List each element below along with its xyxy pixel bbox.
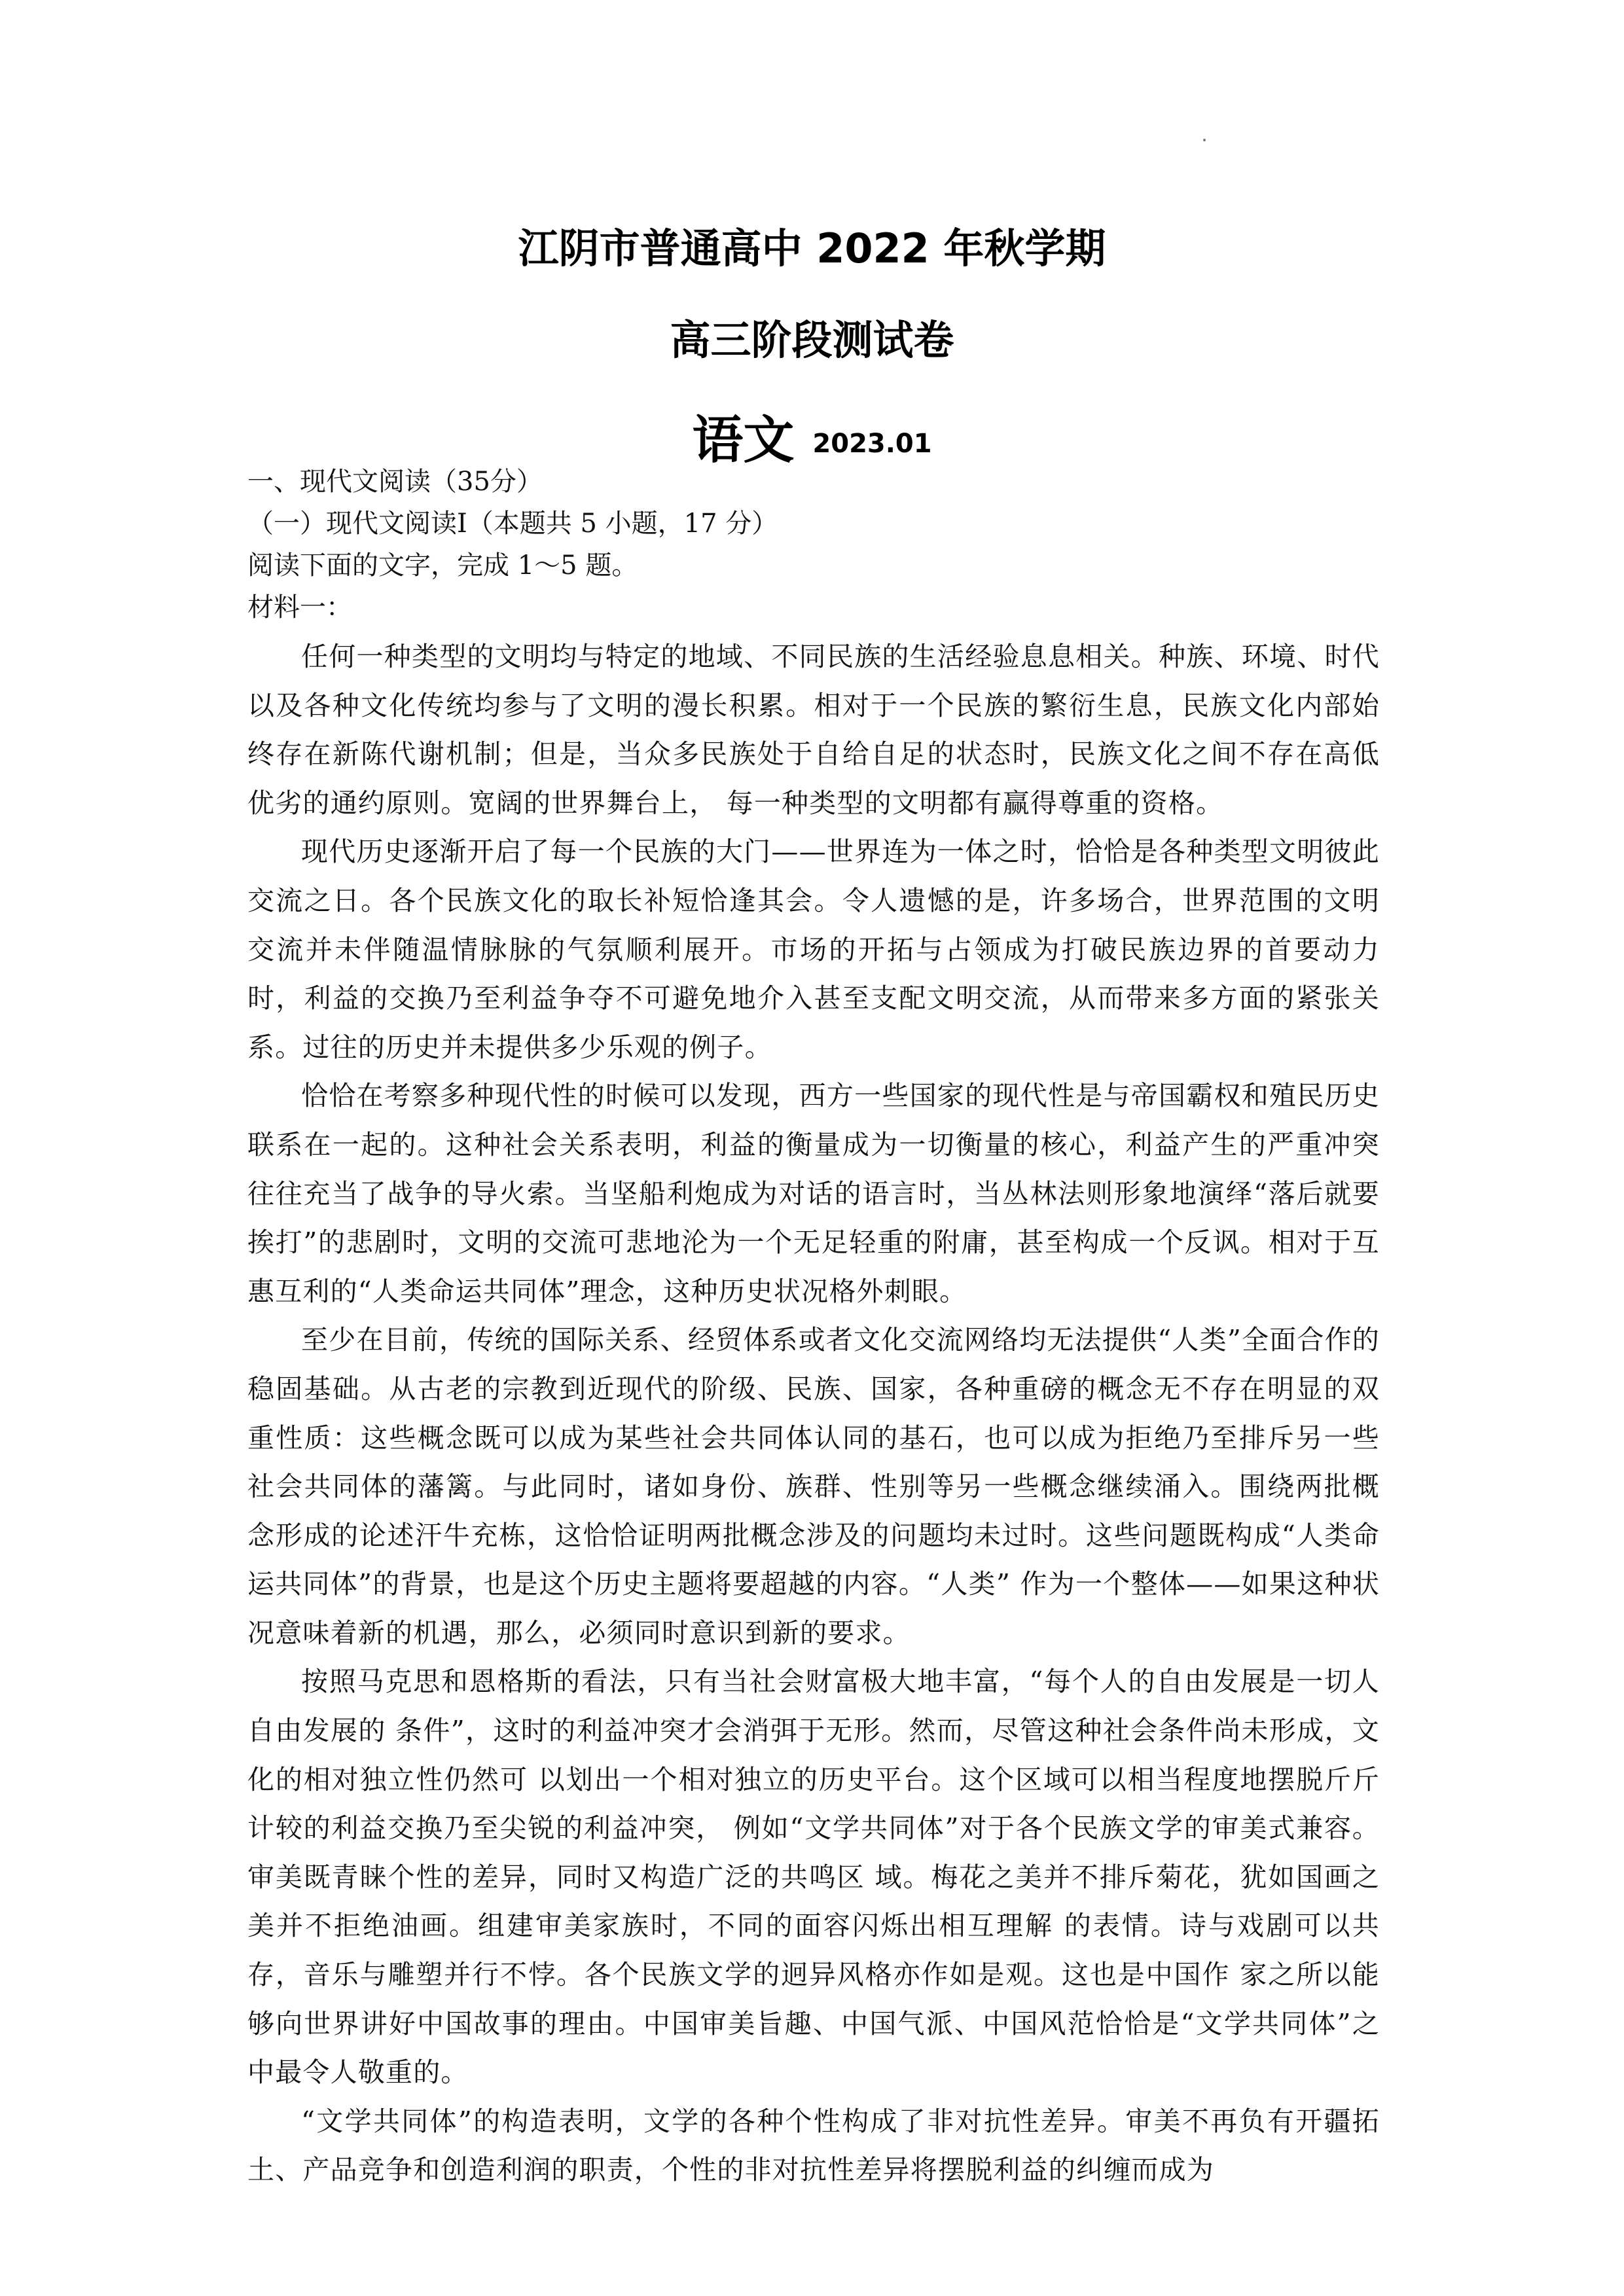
material-label: 材料一： xyxy=(247,592,352,622)
paragraph: “文学共同体”的构造表明，文学的各种个性构成了非对抗性差异。审美不再负有开疆拓土、产品竞争和创造利润的职责，个性的非对抗性差异将摆脱利益的纠缠而成为 xyxy=(247,2105,1380,2186)
exam-title: 江阴市普通高中 2022 年秋学期 xyxy=(518,224,1106,272)
reading-passage xyxy=(247,632,1380,2195)
paragraph: 恰恰在考察多种现代性的时候可以发现，西方一些国家的现代性是与帝国霸权和殖民历史联系在一起的。这种社会关系表明，利益的衡量成为一切衡量的核心，利益产生的严重冲突往往充当了战争的导火索。当坚船利炮成为对话的语言时，当丛林法则形象地演绎“落后就要挨打”的悲剧时，文明的交流可悲地沦为一个无足轻重的附庸，甚至构成一个反讽。相对于互惠互利的“人类命运共同体”理念，这种历史状况格外刺眼。 xyxy=(247,1080,1380,1307)
paragraph: 任何一种类型的文明均与特定的地域、不同民族的生活经验息息相关。种族、环境、时代以及各种文化传统均参与了文明的漫长积累。相对于一个民族的繁衍生息，民族文化内部始终存在新陈代谢机制；但是，当众多民族处于自给自足的状态时，民族文化之间不存在高低优劣的通约原则。宽阔的世界舞台上， 每一种类型的文明都有赢得尊重的资格。 xyxy=(247,641,1380,819)
reading-instruction: 阅读下面的文字，完成 1～5 题。 xyxy=(247,550,638,581)
scan-dot xyxy=(1203,139,1206,141)
part-title: 一、现代文阅读（35分） xyxy=(247,467,543,497)
paragraph: 按照马克思和恩格斯的看法，只有当社会财富极大地丰富，“每个人的自由发展是一切人自由发展的 条件”，这时的利益冲突才会消弭于无形。然而，尽管这种社会条件尚未形成，文化的相对独立性仍然可 以划出一个相对独立的历史平台。这个区域可以相当程度地摆脱斤斤计较的利益交换乃至尖锐的利益冲突， 例如“文学共同体”对于各个民族文学的审美式兼容。审美既青睐个性的差异，同时又构造广泛的共鸣区 域。梅花之美并不排斥菊花，犹如国画之美并不拒绝油画。组建审美家族时，不同的面容闪烁出相互理解 的表情。诗与戏剧可以共存，音乐与雕塑并行不悖。各个民族文学的迥异风格亦作如是观。这也是中国作 家之所以能够向世界讲好中国故事的理由。中国审美旨趣、中国气派、中国风范恰恰是“文学共同体”之 中最令人敬重的。 xyxy=(247,1666,1380,2089)
paragraph: 现代历史逐渐开启了每一个民族的大门——世界连为一体之时，恰恰是各种类型文明彼此交流之日。各个民族文化的取长补短恰逢其会。令人遗憾的是，许多场合，世界范围的文明交流并未伴随温情脉脉的气氛顺利展开。市场的开拓与占领成为打破民族边界的首要动力时，利益的交换乃至利益争夺不可避免地介入甚至支配文明交流，从而带来多方面的紧张关系。过往的历史并未提供多少乐观的例子。 xyxy=(247,836,1380,1063)
subject-title: 语文 xyxy=(692,411,795,470)
exam-date: 2023.01 xyxy=(812,429,932,459)
subpart-title: （一）现代文阅读Ⅰ（本题共 5 小题，17 分） xyxy=(247,509,778,539)
paragraph: 至少在目前，传统的国际关系、经贸体系或者文化交流网络均无法提供“人类”全面合作的稳固基础。从古老的宗教到近现代的阶级、民族、国家，各种重磅的概念无不存在明显的双重性质：这些概念既可以成为某些社会共同体认同的基石，也可以成为拒绝乃至排斥另一些社会共同体的藩篱。与此同时，诸如身份、族群、性别等另一些概念继续涌入。围绕两批概念形成的论述汗牛充栋，这恰恰证明两批概念涉及的问题均未过时。这些问题既构成“人类命运共同体”的背景，也是这个历史主题将要超越的内容。“人类” 作为一个整体——如果这种状况意味着新的机遇，那么，必须同时意识到新的要求。 xyxy=(247,1324,1380,1649)
subject-line xyxy=(0,399,1624,473)
exam-subtitle: 高三阶段测试卷 xyxy=(670,316,954,364)
